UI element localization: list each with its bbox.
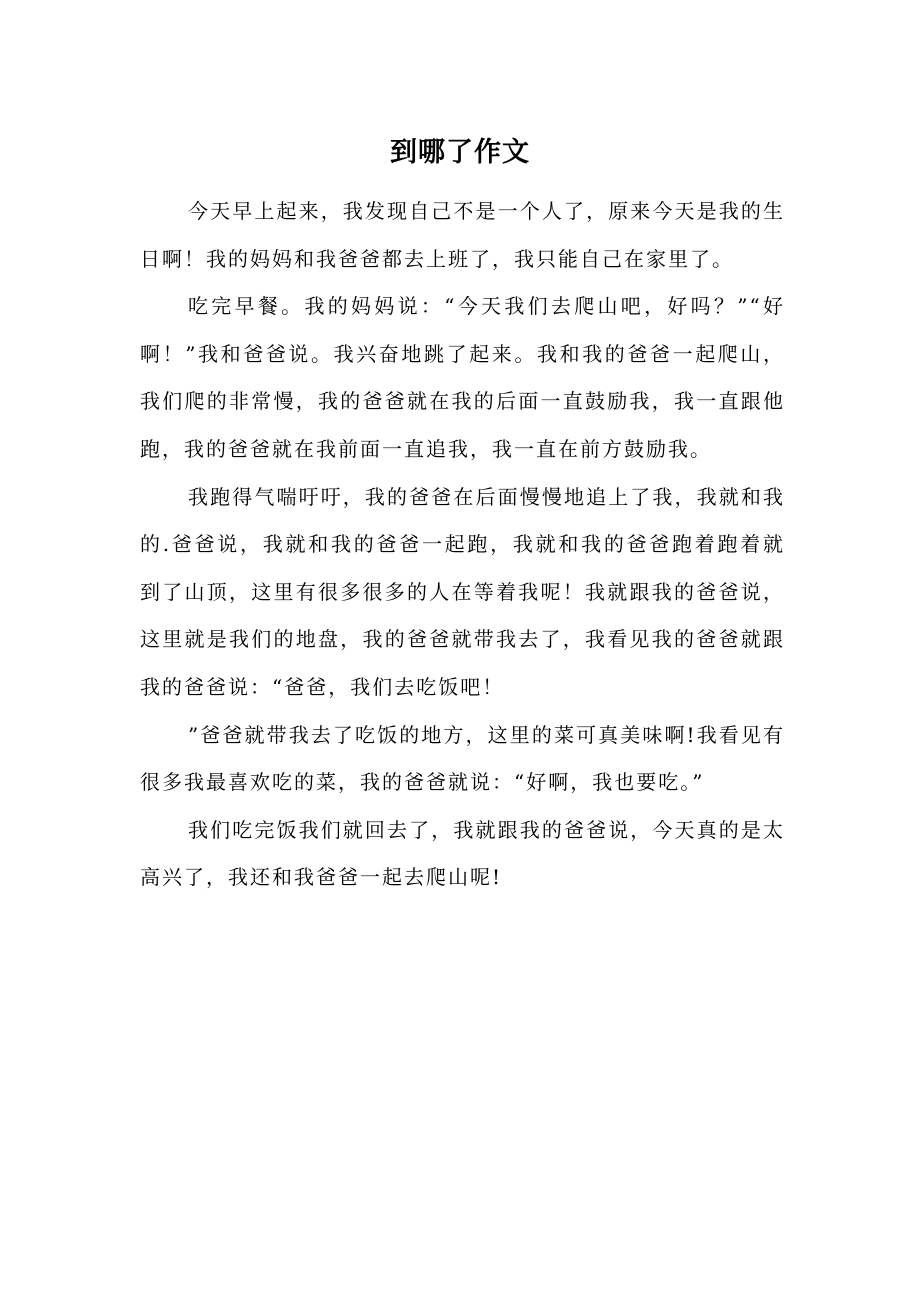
paragraph-5: 我们吃完饭我们就回去了，我就跟我的爸爸说，今天真的是太高兴了，我还和我爸爸一起去爬山呢! [140,817,785,890]
document-title: 到哪了作文 [390,137,530,168]
paragraph-3: 我跑得气喘吁吁，我的爸爸在后面慢慢地追上了我，我就和我的.爸爸说，我就和我的爸爸一起跑，我就和我的爸爸跑着跑着就到了山顶，这里有很多很多的人在等着我呢！我就跟我的爸爸说，这里就是我们的地盘，我的爸爸就带我去了，我看见我的爸爸就跟我的爸爸说：“爸爸，我们去吃饭吧！ [140,484,785,699]
paragraph-1: 今天早上起来，我发现自己不是一个人了，原来今天是我的生日啊！我的妈妈和我爸爸都去上班了，我只能自己在家里了。 [140,199,785,271]
document-body [140,188,785,902]
paragraph-4: ”爸爸就带我去了吃饭的地方，这里的菜可真美味啊!我看见有很多我最喜欢吃的菜，我的爸爸就说：“好啊，我也要吃。” [140,722,785,795]
paragraph-2: 吃完早餐。我的妈妈说：“今天我们去爬山吧，好吗？”“好啊！”我和爸爸说。我兴奋地跳了起来。我和我的爸爸一起爬山，我们爬的非常慢，我的爸爸就在我的后面一直鼓励我，我一直跟他跑，我的爸爸就在我前面一直追我，我一直在前方鼓励我。 [140,294,785,461]
